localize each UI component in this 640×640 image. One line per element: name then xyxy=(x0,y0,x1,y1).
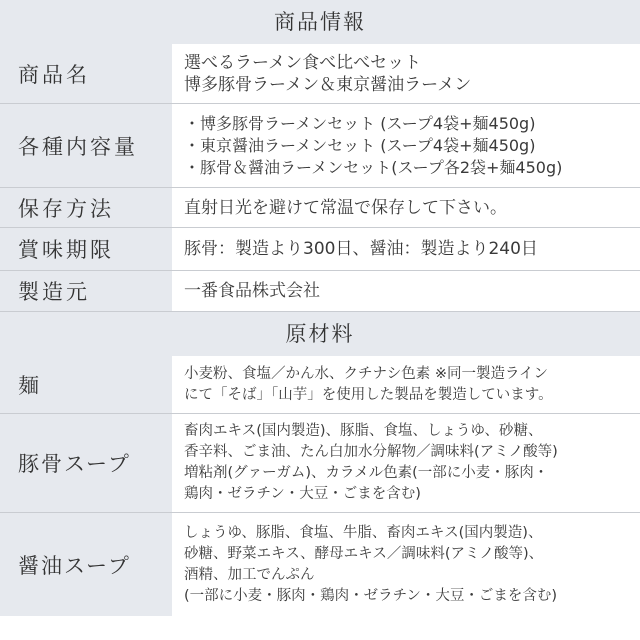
value-line: 直射日光を避けて常温で保存して下さい。 xyxy=(184,197,507,218)
value-line: ・豚骨＆醤油ラーメンセット(スープ各2袋+麺450g) xyxy=(184,157,563,177)
value-line: 選べるラーメン食べ比べセット xyxy=(184,52,422,73)
row-label: 豚骨スープ xyxy=(0,414,172,512)
value-line: 博多豚骨ラーメン＆東京醤油ラーメン xyxy=(184,74,472,95)
product-info-table xyxy=(0,44,640,312)
row-label: 麺 xyxy=(0,356,172,413)
value-line: 増粘剤(グァーガム)、カラメル色素(一部に小麦・豚肉・ xyxy=(184,465,549,481)
row-label: 各種内容量 xyxy=(0,104,172,187)
row-label: 商品名 xyxy=(0,44,172,103)
row-label: 賞味期限 xyxy=(0,228,172,270)
table-row xyxy=(0,513,640,616)
row-value xyxy=(172,513,640,616)
row-value xyxy=(172,104,640,187)
value-line: しょうゆ、豚脂、食塩、牛脂、畜肉エキス(国内製造)、 xyxy=(184,524,543,541)
table-row xyxy=(0,104,640,188)
row-value xyxy=(172,44,640,103)
row-value xyxy=(172,414,640,512)
table-row xyxy=(0,356,640,414)
row-value xyxy=(172,228,640,270)
table-row xyxy=(0,414,640,513)
table-row xyxy=(0,44,640,104)
product-info-heading: 商品情報 xyxy=(0,0,640,44)
value-line: ・博多豚骨ラーメンセット (スープ4袋+麺450g) xyxy=(184,113,536,133)
value-line: ・東京醤油ラーメンセット (スープ4袋+麺450g) xyxy=(184,135,536,155)
table-row xyxy=(0,228,640,271)
row-value xyxy=(172,271,640,311)
value-line: にて「そば」「山芋」を使用した製品を製造しています。 xyxy=(184,386,553,403)
ingredients-heading: 原材料 xyxy=(0,312,640,356)
value-line: 砂糖、野菜エキス、酵母エキス／調味料(アミノ酸等)、 xyxy=(184,545,544,562)
row-label: 製造元 xyxy=(0,271,172,311)
row-label: 醤油スープ xyxy=(0,513,172,616)
value-line: 畜肉エキス(国内製造)、豚脂、食塩、しょうゆ、砂糖、 xyxy=(184,423,543,439)
value-line: 一番食品株式会社 xyxy=(184,281,320,301)
table-row xyxy=(0,188,640,228)
value-line: (一部に小麦・豚肉・鶏肉・ゼラチン・大豆・ごまを含む) xyxy=(184,587,558,604)
row-label: 保存方法 xyxy=(0,188,172,227)
row-value xyxy=(172,188,640,227)
ingredients-table xyxy=(0,356,640,616)
value-line: 小麦粉、食塩／かん水、クチナシ色素 ※同一製造ライン xyxy=(184,365,549,382)
value-line: 鶏肉・ゼラチン・大豆・ごまを含む) xyxy=(184,486,421,502)
value-line: 豚骨：製造より300日、醤油：製造より240日 xyxy=(184,239,538,259)
value-line: 酒精、加工でんぷん xyxy=(184,566,315,583)
table-row xyxy=(0,271,640,312)
value-line: 香辛料、ごま油、たん白加水分解物／調味料(アミノ酸等) xyxy=(184,444,558,460)
row-value xyxy=(172,356,640,413)
